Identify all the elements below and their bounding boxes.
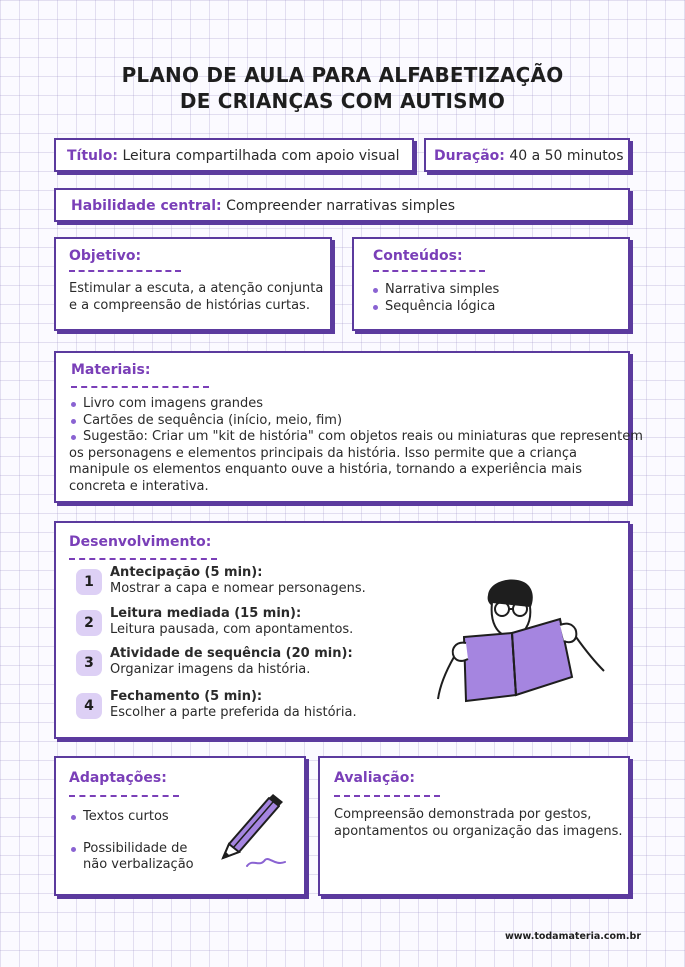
step-title: Fechamento (5 min): — [110, 689, 263, 704]
avaliacao-box — [318, 756, 630, 896]
habilidade-box — [54, 188, 630, 222]
step-desc: Escolher a parte preferida da história. — [110, 705, 357, 720]
step-number: 2 — [76, 610, 102, 636]
objetivo-text: Estimular a escuta, a atenção conjunta e a compreensão de histórias curtas. — [69, 281, 324, 313]
step-number: 1 — [76, 569, 102, 595]
person-reading-book-illustration — [430, 575, 610, 715]
conteudos-heading: Conteúdos: — [373, 248, 463, 264]
habilidade-value: Compreender narrativas simples — [226, 198, 456, 214]
list-item: Sequência lógica — [371, 299, 499, 316]
desenvolvimento-heading: Desenvolvimento: — [69, 534, 212, 550]
desenvolvimento-box — [54, 521, 630, 739]
titulo-label: Título: — [67, 148, 119, 164]
page-title — [0, 62, 685, 114]
objetivo-heading: Objetivo: — [69, 248, 142, 264]
list-item: Textos curtos — [69, 809, 194, 826]
objetivo-box — [54, 237, 332, 331]
list-item: Possibilidade de não verbalização — [69, 841, 194, 874]
step-number: 4 — [76, 693, 102, 719]
habilidade-label: Habilidade central: — [71, 198, 222, 214]
materiais-list — [69, 396, 643, 495]
duracao-value: 40 a 50 minutos — [509, 148, 624, 164]
materiais-heading: Materiais: — [71, 362, 151, 378]
titulo-value: Leitura compartilhada com apoio visual — [122, 148, 400, 164]
step-desc: Organizar imagens da história. — [110, 662, 311, 677]
materiais-underline — [71, 386, 209, 388]
conteudos-underline — [373, 270, 485, 272]
adaptacoes-underline — [69, 795, 179, 797]
duracao-label: Duração: — [434, 148, 505, 164]
footer-url: www.todamateria.com.br — [504, 931, 641, 942]
list-item: Cartões de sequência (início, meio, fim) — [69, 413, 625, 430]
objetivo-underline — [69, 270, 181, 272]
step-title: Antecipação (5 min): — [110, 565, 263, 580]
pencil-icon — [211, 788, 291, 868]
step-number: 3 — [76, 650, 102, 676]
adaptacoes-list — [69, 809, 194, 874]
step-title: Atividade de sequência (20 min): — [110, 646, 353, 661]
avaliacao-heading: Avaliação: — [334, 770, 415, 786]
conteudos-box — [352, 237, 630, 331]
adaptacoes-heading: Adaptações: — [69, 770, 167, 786]
title-line-2: DE CRIANÇAS COM AUTISMO — [179, 89, 506, 113]
desenvolvimento-underline — [69, 558, 217, 560]
duracao-box — [424, 138, 630, 172]
step-desc: Mostrar a capa e nomear personagens. — [110, 581, 366, 596]
conteudos-list — [371, 282, 499, 315]
list-item: Narrativa simples — [371, 282, 499, 299]
materiais-box — [54, 351, 643, 503]
avaliacao-text: Compreensão demonstrada por gestos, apontamentos ou organização das imagens. — [334, 807, 623, 839]
avaliacao-underline — [334, 795, 440, 797]
list-item-sugestao: Sugestão: Criar um "kit de história" com objetos reais ou miniaturas que representem os personagens e elementos principais da história. Isso permite que a criança manipule os elementos enquanto ouve a história, tornando a experiência mais concreta e interativa. — [69, 429, 643, 494]
step-title: Leitura mediada (15 min): — [110, 606, 302, 621]
title-line-1: PLANO DE AULA PARA ALFABETIZAÇÃO — [121, 63, 564, 87]
list-item: Livro com imagens grandes — [69, 396, 625, 413]
adaptacoes-box — [54, 756, 306, 896]
step-desc: Leitura pausada, com apontamentos. — [110, 622, 354, 637]
titulo-box — [54, 138, 414, 172]
